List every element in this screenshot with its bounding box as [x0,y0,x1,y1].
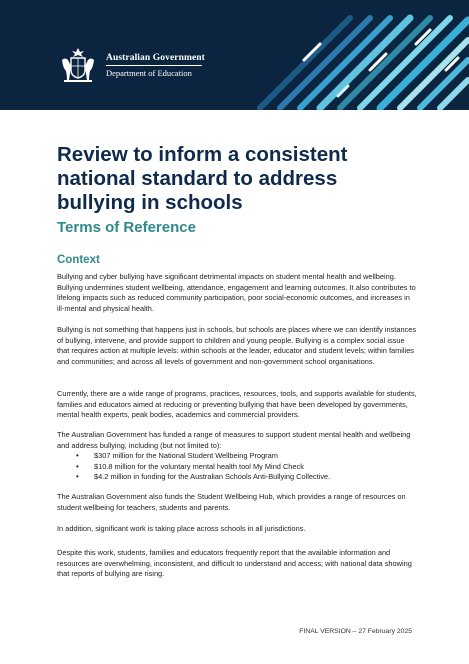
funding-list [76,451,330,483]
list-item: • $4.2 million in funding for the Australian Schools Anti-Bullying Collective. [76,472,330,483]
paragraph-5: The Australian Government also funds the Student Wellbeing Hub, which provides a range of resources on student wellbeing for teachers, students and parents. [57,492,406,512]
coat-of-arms-icon [58,46,98,84]
paragraph-2: Bullying is not something that happens just in schools, but schools are places where we can identify instances of bullying, intervene, and provide support to children and young people. Bullying is a complex social issue that requires action at multiple levels: within schools at the leader, educator and student levels; within families and communities; and across all levels of government and non-government school organisations. [57,325,417,366]
version-footer: FINAL VERSION – 27 February 2025 [299,628,412,635]
paragraph-6: In addition, significant work is taking place across schools in all jurisdictions. [57,524,306,533]
decorative-stripes [220,0,469,110]
header-banner [0,0,469,110]
government-wordmark [106,53,205,78]
department-name: Department of Education [106,68,192,78]
paragraph-3: Currently, there are a wide range of programs, practices, resources, tools, and supports available for students, families and educators aimed at reducing or preventing bullying that have been developed by governments, mental health experts, peak bodies, academics and commercial providers. [57,389,417,420]
section-heading-context: Context [57,254,100,266]
document-title: Review to inform a consistent national standard to address bullying in schools [57,143,348,214]
paragraph-7: Despite this work, students, families and educators frequently report that the available information and resources are overwhelming, inconsistent, and difficult to understand and access; with national data showing that reports of bullying are rising. [57,548,412,579]
document-subtitle: Terms of Reference [57,219,196,236]
wordmark-divider [106,65,202,66]
list-item: • $307 million for the National Student Wellbeing Program [76,451,330,462]
paragraph-4: The Australian Government has funded a range of measures to support student mental health and wellbeing and address bullying, including (but not limited to): [57,430,411,450]
org-name: Australian Government [106,53,205,63]
paragraph-1: Bullying and cyber bullying have significant detrimental impacts on student mental health and wellbeing. Bullying undermines student wellbeing, attendance, engagement and learning outcomes. It also contributes to lifelong impacts such as reduced community participation, poor social-economic outcomes, and increases in ill-mental and physical health. [57,272,416,313]
list-item: • $10.8 million for the voluntary mental health tool My Mind Check [76,462,330,473]
